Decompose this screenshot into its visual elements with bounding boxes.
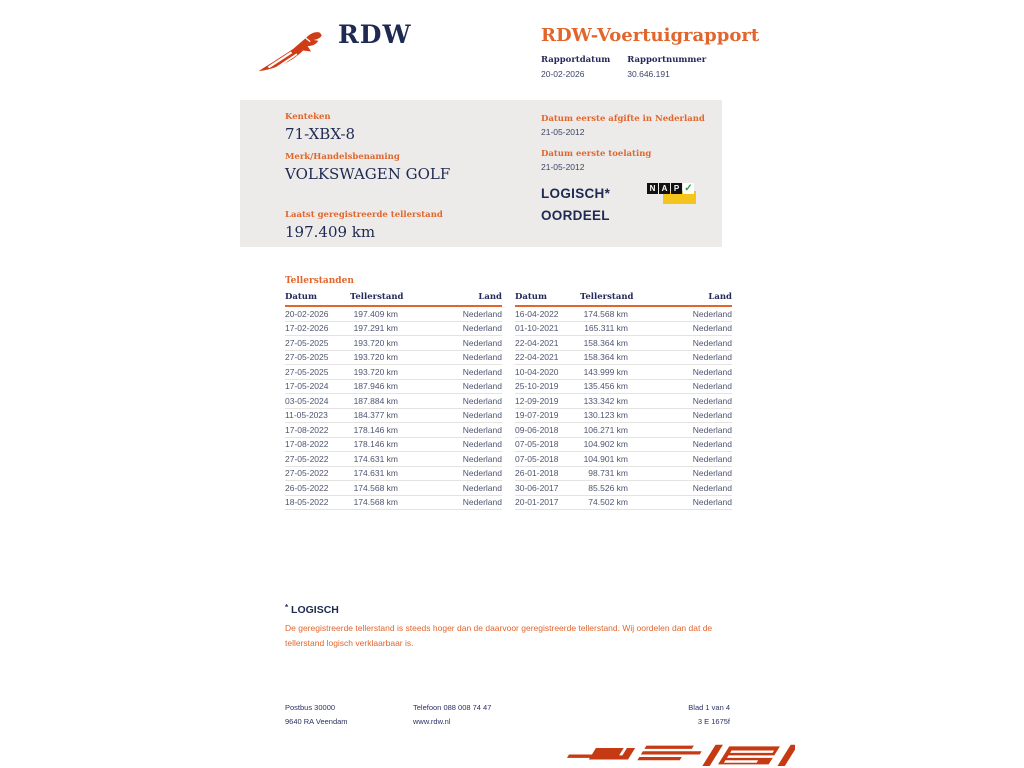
table-row <box>515 496 732 511</box>
logisch-note-title <box>285 603 737 616</box>
cell-land: Nederland <box>462 424 502 435</box>
cell-land: Nederland <box>462 337 502 348</box>
cell-datum: 17-08-2022 <box>285 439 329 450</box>
cell-land: Nederland <box>462 366 502 377</box>
cell-land: Nederland <box>462 323 502 334</box>
footer-address-line1: Postbus 30000 <box>285 703 336 712</box>
table-row <box>285 351 502 366</box>
cell-datum: 17-08-2022 <box>285 424 329 435</box>
footer-address-line2: 9640 RA Veendam <box>285 717 348 726</box>
tellerstanden-table-right <box>515 292 732 510</box>
table-row <box>515 423 732 438</box>
cell-tellerstand: 178.146 km <box>353 439 398 450</box>
table-row <box>515 322 732 337</box>
footer-address <box>285 701 413 729</box>
cell-tellerstand: 174.568 km <box>583 308 628 319</box>
merk-block <box>285 152 450 183</box>
vehicle-identity <box>285 112 450 192</box>
footer-form-code: 3 E 1675f <box>697 717 730 726</box>
oordeel-line2: OORDEEL <box>541 208 610 223</box>
asterisk: * <box>285 603 289 612</box>
cell-land: Nederland <box>462 497 502 508</box>
cell-tellerstand: 193.720 km <box>353 352 398 363</box>
cell-datum: 12-09-2019 <box>515 395 559 406</box>
cell-datum: 20-01-2017 <box>515 497 559 508</box>
cell-land: Nederland <box>462 453 502 464</box>
col-header-datum: Datum <box>515 292 547 302</box>
cell-tellerstand: 106.271 km <box>583 424 628 435</box>
cell-tellerstand: 187.884 km <box>353 395 398 406</box>
report-date-block <box>541 55 610 79</box>
cell-land: Nederland <box>462 439 502 450</box>
cell-tellerstand: 104.902 km <box>583 439 628 450</box>
cell-datum: 27-05-2025 <box>285 366 329 377</box>
table-row <box>285 467 502 482</box>
page-title: RDW-Voertuigrapport <box>541 25 760 46</box>
cell-datum: 16-04-2022 <box>515 308 559 319</box>
nap-check-icon: ✓ <box>684 183 693 194</box>
tellerstanden-section <box>285 276 732 510</box>
cell-datum: 18-05-2022 <box>285 497 329 508</box>
cell-tellerstand: 133.342 km <box>583 395 628 406</box>
cell-land: Nederland <box>692 468 732 479</box>
table-row <box>285 307 502 322</box>
cell-land: Nederland <box>692 395 732 406</box>
col-header-tellerstand: Tellerstand <box>350 292 404 302</box>
cell-land: Nederland <box>462 468 502 479</box>
report-number-value: 30.646.191 <box>627 69 670 79</box>
cell-tellerstand: 130.123 km <box>583 410 628 421</box>
registration-dates <box>541 114 721 184</box>
tellerstanden-table-left <box>285 292 502 510</box>
cell-datum: 01-10-2021 <box>515 323 559 334</box>
table-row <box>515 380 732 395</box>
cell-tellerstand: 104.901 km <box>583 453 628 464</box>
col-header-land: Land <box>708 292 732 302</box>
kenteken-block <box>285 112 450 143</box>
cell-land: Nederland <box>692 381 732 392</box>
report-date-label: Rapportdatum <box>541 55 611 65</box>
eerste-toelating-value: 21-05-2012 <box>541 162 585 172</box>
tellerstanden-title: Tellerstanden <box>285 276 354 286</box>
cell-land: Nederland <box>692 497 732 508</box>
table-row <box>285 336 502 351</box>
table-body-left <box>285 307 502 510</box>
cell-datum: 03-05-2024 <box>285 395 329 406</box>
col-header-land: Land <box>478 292 502 302</box>
footer-contact <box>413 701 688 729</box>
cell-tellerstand: 74.502 km <box>588 497 628 508</box>
table-row <box>285 322 502 337</box>
cell-tellerstand: 187.946 km <box>353 381 398 392</box>
oordeel-verdict <box>541 183 610 227</box>
table-row <box>285 380 502 395</box>
cell-datum: 22-04-2021 <box>515 337 559 348</box>
table-row <box>515 394 732 409</box>
cell-datum: 17-02-2026 <box>285 323 329 334</box>
cell-land: Nederland <box>462 381 502 392</box>
nap-logo-icon <box>647 183 697 209</box>
laatste-tellerstand-block <box>285 210 443 241</box>
cell-land: Nederland <box>692 439 732 450</box>
table-header <box>285 292 502 307</box>
cell-tellerstand: 165.311 km <box>584 323 628 334</box>
cell-datum: 26-05-2022 <box>285 482 329 493</box>
logisch-note-title-text: LOGISCH <box>291 604 339 616</box>
cell-tellerstand: 85.526 km <box>588 482 628 493</box>
cell-tellerstand: 184.377 km <box>353 410 398 421</box>
vehicle-summary-panel <box>240 100 722 247</box>
cell-tellerstand: 193.720 km <box>353 366 398 377</box>
table-row <box>515 409 732 424</box>
table-row <box>515 336 732 351</box>
report-number-label: Rapportnummer <box>627 55 707 65</box>
cell-tellerstand: 174.631 km <box>353 453 398 464</box>
nap-letter-squares <box>647 183 694 194</box>
table-row <box>285 409 502 424</box>
cell-land: Nederland <box>462 308 502 319</box>
cell-datum: 10-04-2020 <box>515 366 559 377</box>
merk-value: VOLKSWAGEN GOLF <box>285 165 451 183</box>
footer-phone: Telefoon 088 008 74 47 <box>413 703 492 712</box>
cell-land: Nederland <box>692 308 732 319</box>
cell-land: Nederland <box>462 395 502 406</box>
table-row <box>285 481 502 496</box>
cell-datum: 25-10-2019 <box>515 381 559 392</box>
oordeel-line1: LOGISCH* <box>541 186 611 201</box>
merk-label: Merk/Handelsbenaming <box>285 152 400 162</box>
nap-letter-n: N <box>647 183 658 194</box>
cell-land: Nederland <box>462 482 502 493</box>
cell-land: Nederland <box>692 410 732 421</box>
report-date-value: 20-02-2026 <box>541 69 585 79</box>
cell-tellerstand: 174.568 km <box>353 497 398 508</box>
table-row <box>285 423 502 438</box>
cell-land: Nederland <box>692 366 732 377</box>
cell-land: Nederland <box>692 323 732 334</box>
table-body-right <box>515 307 732 510</box>
cell-land: Nederland <box>462 352 502 363</box>
eerste-toelating-block <box>541 149 721 172</box>
table-row <box>285 496 502 511</box>
table-row <box>515 365 732 380</box>
rdw-bird-logo-icon <box>256 26 336 76</box>
rdw-speedlines-graphic-icon <box>550 740 795 768</box>
cell-datum: 30-06-2017 <box>515 482 559 493</box>
cell-land: Nederland <box>462 410 502 421</box>
rdw-wordmark: RDW <box>338 20 412 49</box>
cell-datum: 07-05-2018 <box>515 453 559 464</box>
cell-tellerstand: 197.409 km <box>353 308 398 319</box>
laatste-tellerstand-value: 197.409 km <box>285 223 376 241</box>
table-row <box>285 394 502 409</box>
table-row <box>515 452 732 467</box>
table-row <box>515 438 732 453</box>
table-row <box>515 481 732 496</box>
eerste-afgifte-value: 21-05-2012 <box>541 127 585 137</box>
page-footer <box>285 701 730 729</box>
cell-datum: 07-05-2018 <box>515 439 559 450</box>
table-row <box>515 351 732 366</box>
footer-website: www.rdw.nl <box>413 717 451 726</box>
col-header-datum: Datum <box>285 292 317 302</box>
kenteken-label: Kenteken <box>285 112 331 122</box>
logisch-note <box>285 603 737 650</box>
cell-datum: 27-05-2022 <box>285 453 329 464</box>
cell-tellerstand: 98.731 km <box>588 468 628 479</box>
cell-land: Nederland <box>692 453 732 464</box>
cell-tellerstand: 178.146 km <box>353 424 398 435</box>
logisch-note-text: De geregistreerde tellerstand is steeds hoger dan de daarvoor geregistreerde tellerstand. Wij oordelen dan dat de tellerstand logisch verklaarbaar is. <box>285 623 713 648</box>
cell-tellerstand: 143.999 km <box>583 366 628 377</box>
table-row <box>515 307 732 322</box>
cell-land: Nederland <box>692 482 732 493</box>
cell-land: Nederland <box>692 337 732 348</box>
cell-datum: 27-05-2022 <box>285 468 329 479</box>
cell-tellerstand: 158.364 km <box>583 352 628 363</box>
report-number-block <box>627 55 706 79</box>
report-meta <box>541 55 706 79</box>
cell-datum: 26-01-2018 <box>515 468 559 479</box>
cell-land: Nederland <box>692 352 732 363</box>
cell-tellerstand: 197.291 km <box>353 323 398 334</box>
eerste-afgifte-block <box>541 114 721 137</box>
cell-datum: 19-07-2019 <box>515 410 559 421</box>
cell-tellerstand: 193.720 km <box>353 337 398 348</box>
eerste-toelating-label: Datum eerste toelating <box>541 149 652 159</box>
cell-tellerstand: 174.568 km <box>353 482 398 493</box>
footer-page-info <box>688 701 730 729</box>
cell-tellerstand: 174.631 km <box>353 468 398 479</box>
table-row <box>285 438 502 453</box>
cell-datum: 27-05-2025 <box>285 352 329 363</box>
cell-datum: 22-04-2021 <box>515 352 559 363</box>
table-row <box>285 452 502 467</box>
cell-tellerstand: 135.456 km <box>583 381 628 392</box>
laatste-tellerstand-label: Laatst geregistreerde tellerstand <box>285 210 443 220</box>
nap-letter-a: A <box>659 183 670 194</box>
eerste-afgifte-label: Datum eerste afgifte in Nederland <box>541 114 705 124</box>
nap-letter-p: P <box>671 183 682 194</box>
cell-tellerstand: 158.364 km <box>583 337 628 348</box>
table-row <box>515 467 732 482</box>
col-header-tellerstand: Tellerstand <box>580 292 634 302</box>
cell-datum: 11-05-2023 <box>285 410 328 421</box>
cell-datum: 09-06-2018 <box>515 424 559 435</box>
cell-datum: 17-05-2024 <box>285 381 329 392</box>
table-row <box>285 365 502 380</box>
footer-page-number: Blad 1 van 4 <box>688 703 730 712</box>
table-header <box>515 292 732 307</box>
kenteken-value: 71-XBX-8 <box>285 125 356 143</box>
cell-datum: 20-02-2026 <box>285 308 329 319</box>
cell-land: Nederland <box>692 424 732 435</box>
cell-datum: 27-05-2025 <box>285 337 329 348</box>
